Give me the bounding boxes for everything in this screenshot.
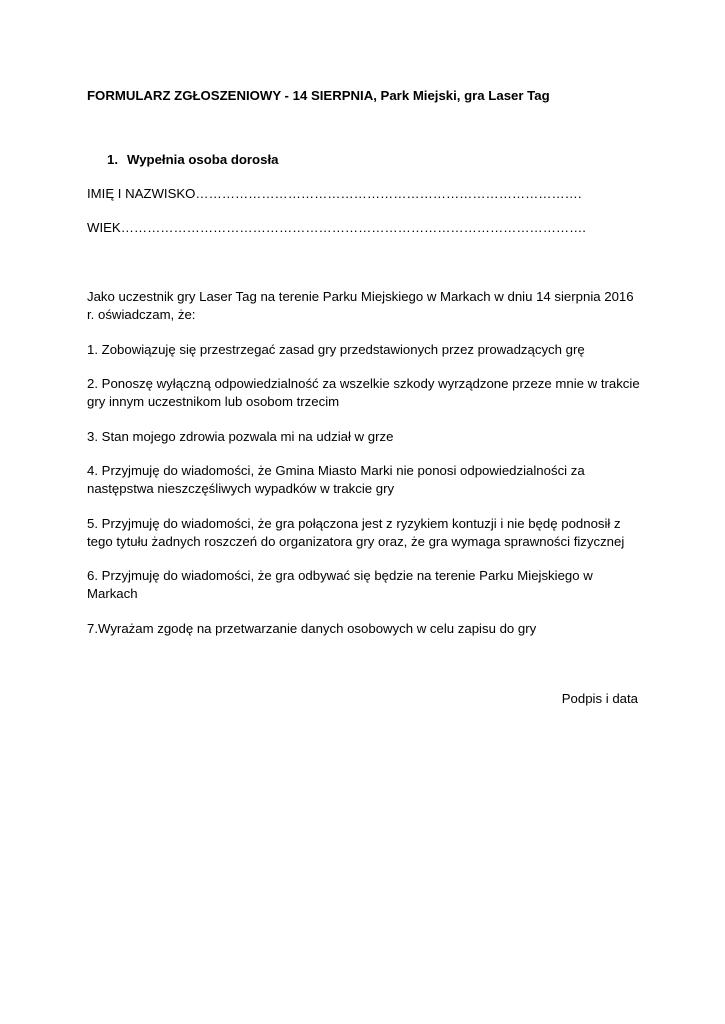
age-field: WIEK…………………………………………………………………………………………….: [87, 220, 586, 235]
section-heading: [107, 151, 278, 169]
point-2-line-1: 2. Ponoszę wyłączną odpowiedzialność za wszelkie szkody wyrządzone przeze mnie w trakcie: [87, 376, 640, 391]
intro-line-1: Jako uczestnik gry Laser Tag na terenie Parku Miejskiego w Markach w dniu 14 sierpnia 2016: [87, 289, 634, 304]
point-5-line-1: 5. Przyjmuję do wiadomości, że gra połączona jest z ryzykiem kontuzji i nie będę podnosił z: [87, 516, 621, 531]
point-3: 3. Stan mojego zdrowia pozwala mi na udział w grze: [87, 429, 394, 444]
point-2-line-2: gry innym uczestnikom lub osobom trzecim: [87, 394, 340, 409]
intro-line-2: r. oświadczam, że:: [87, 307, 196, 322]
point-5-line-2: tego tytułu żadnych roszczeń do organizatora gry oraz, że gra wymaga sprawności fizycznej: [87, 534, 625, 549]
point-4-line-1: 4. Przyjmuję do wiadomości, że Gmina Miasto Marki nie ponosi odpowiedzialności za: [87, 463, 585, 478]
point-7: 7.Wyrażam zgodę na przetwarzanie danych osobowych w celu zapisu do gry: [87, 621, 537, 636]
section-number: 1.: [107, 152, 118, 167]
name-field: IMIĘ I NAZWISKO…………………………………………………………………………….: [87, 186, 582, 201]
section-heading-text: Wypełnia osoba dorosła: [127, 152, 279, 167]
point-4-line-2: następstwa nieszczęśliwych wypadków w trakcie gry: [87, 481, 395, 496]
point-6-line-1: 6. Przyjmuję do wiadomości, że gra odbywać się będzie na terenie Parku Miejskiego w: [87, 568, 593, 583]
point-1: 1. Zobowiązuję się przestrzegać zasad gry przedstawionych przez prowadzących grę: [87, 342, 585, 357]
point-6-line-2: Markach: [87, 586, 138, 601]
signature-label: Podpis i data: [561, 691, 638, 706]
form-title: FORMULARZ ZGŁOSZENIOWY - 14 SIERPNIA, Park Miejski, gra Laser Tag: [87, 88, 550, 103]
